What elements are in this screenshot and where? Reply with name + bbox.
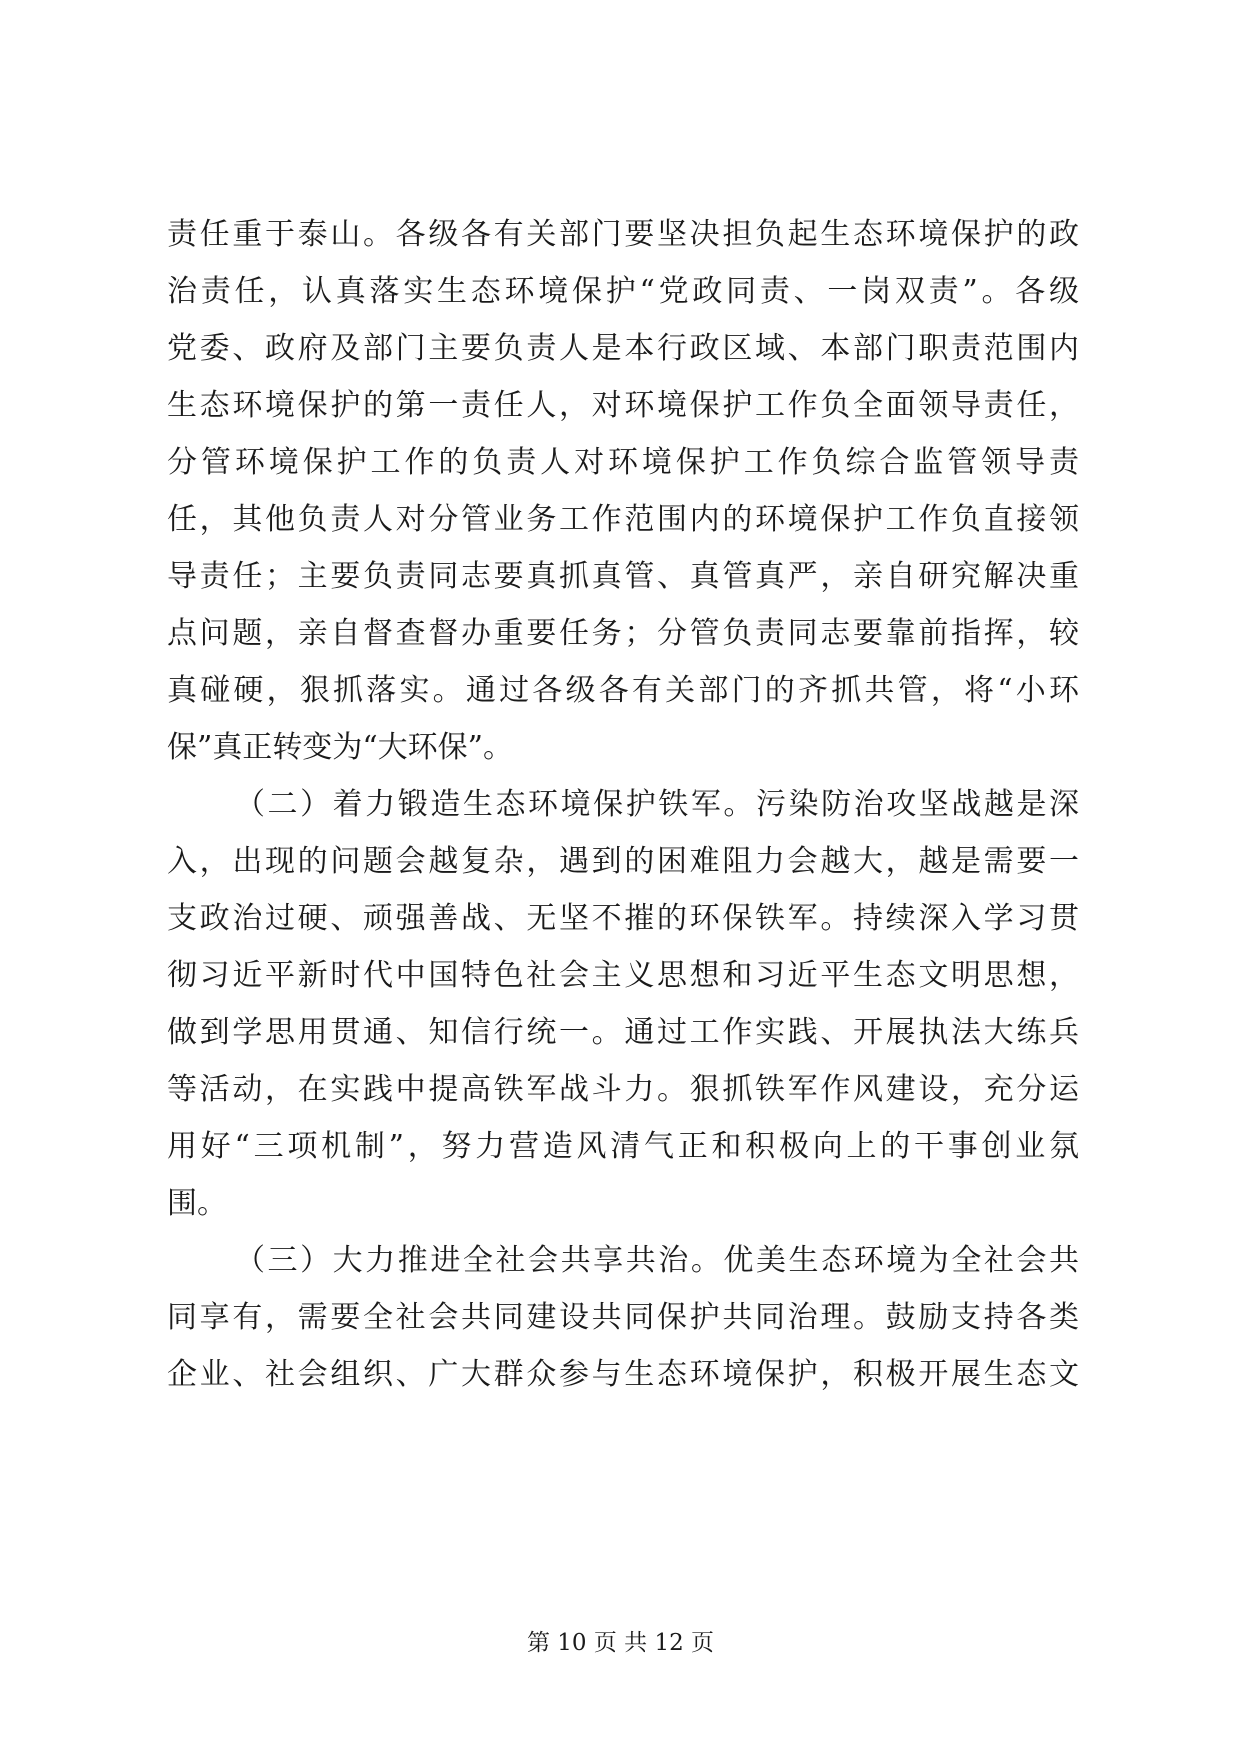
- text-line: 围。: [167, 1186, 227, 1221]
- text-line: 党委、政府及部门主要负责人是本行政区域、本部门职责范围内: [167, 331, 1079, 366]
- text-line: 分管环境保护工作的负责人对环境保护工作负综合监管领导责: [167, 445, 1079, 480]
- text-line: 做到学思用贯通、知信行统一。通过工作实践、开展执法大练兵: [167, 1015, 1079, 1050]
- text-line: 任，其他负责人对分管业务工作范围内的环境保护工作负直接领: [167, 502, 1079, 537]
- text-line: 真碰硬，狠抓落实。通过各级各有关部门的齐抓共管，将“小环: [167, 673, 1079, 708]
- text-line: （二）着力锻造生态环境保护铁军。污染防治攻坚战越是深: [235, 787, 1079, 822]
- text-line: 责任重于泰山。各级各有关部门要坚决担负起生态环境保护的政: [167, 217, 1079, 252]
- text-line: （三）大力推进全社会共享共治。优美生态环境为全社会共: [235, 1243, 1079, 1278]
- text-line: 用好“三项机制”，努力营造风清气正和积极向上的干事创业氛: [167, 1129, 1079, 1164]
- text-line: 点问题，亲自督查督办重要任务；分管负责同志要靠前指挥，较: [167, 616, 1079, 651]
- text-line: 保”真正转变为“大环保”。: [167, 730, 514, 765]
- text-line: 治责任，认真落实生态环境保护“党政同责、一岗双责”。各级: [167, 274, 1079, 309]
- text-line: 导责任；主要负责同志要真抓真管、真管真严，亲自研究解决重: [167, 559, 1079, 594]
- text-line: 企业、社会组织、广大群众参与生态环境保护，积极开展生态文: [167, 1357, 1079, 1392]
- text-line: 入，出现的问题会越复杂，遇到的困难阻力会越大，越是需要一: [167, 844, 1079, 879]
- text-line: 生态环境保护的第一责任人，对环境保护工作负全面领导责任，: [167, 388, 1079, 423]
- text-line: 同享有，需要全社会共同建设共同保护共同治理。鼓励支持各类: [167, 1300, 1079, 1335]
- text-line: 彻习近平新时代中国特色社会主义思想和习近平生态文明思想，: [167, 958, 1079, 993]
- page-number-footer: 第 10 页 共 12 页: [526, 1630, 715, 1656]
- text-line: 等活动，在实践中提高铁军战斗力。狠抓铁军作风建设，充分运: [167, 1072, 1079, 1107]
- text-line: 支政治过硬、顽强善战、无坚不摧的环保铁军。持续深入学习贯: [167, 901, 1079, 936]
